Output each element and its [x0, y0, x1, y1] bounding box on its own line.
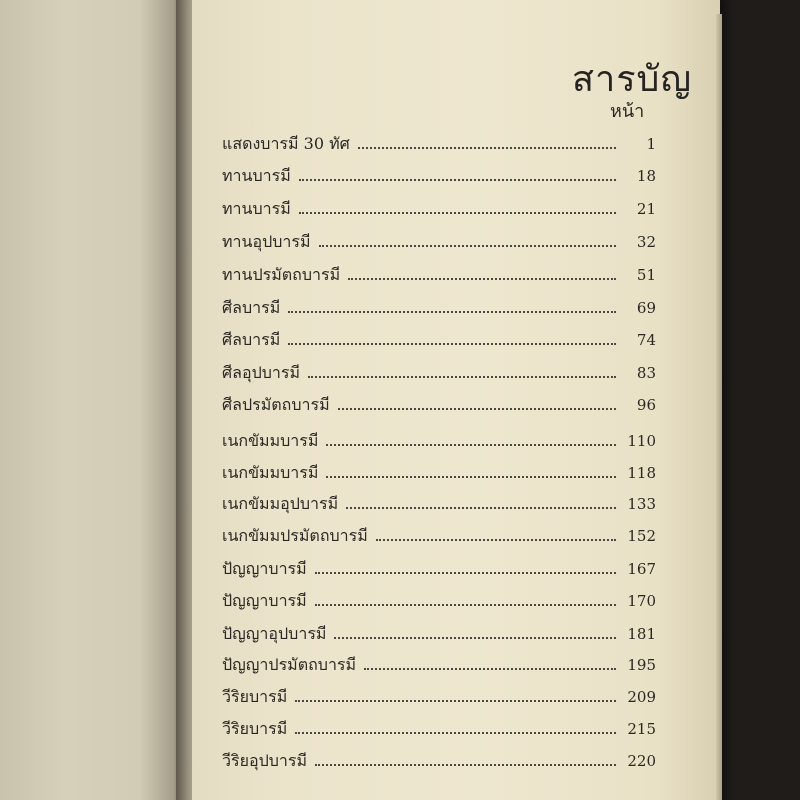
toc-entry-label: เนกขัมมบารมี [222, 431, 319, 450]
toc-entry-page: 209 [627, 688, 656, 706]
toc-row [222, 360, 656, 384]
toc-row [222, 460, 656, 484]
dot-leader [308, 376, 616, 378]
toc-entry-label: วีริยบารมี [222, 687, 288, 706]
dot-leader [288, 311, 616, 313]
toc-entry-label: ทานบารมี [222, 166, 291, 185]
toc-entry-label: เนกขัมมบารมี [222, 463, 319, 482]
toc-entry-page: 118 [627, 464, 656, 482]
toc-entry-page: 32 [636, 233, 656, 251]
toc-row [222, 716, 656, 740]
toc-row [222, 229, 656, 253]
toc-entry-page: 21 [636, 200, 656, 218]
toc-entry-page: 96 [636, 396, 656, 414]
page-column-heading: หน้า [610, 101, 645, 122]
dot-leader [346, 507, 616, 509]
toc-entry-label: แสดงบารมี 30 ทัศ [222, 134, 350, 153]
toc-entry-label: ปัญญาบารมี [222, 559, 307, 578]
toc-entry-label: ศีลบารมี [222, 330, 281, 349]
left-page [0, 0, 186, 800]
toc-entry-label: ทานอุปบารมี [222, 232, 311, 251]
toc-entry-label: ทานปรมัตถบารมี [222, 265, 341, 284]
dot-leader [299, 179, 616, 181]
toc-entry-page: 133 [627, 495, 656, 513]
toc-row [222, 588, 656, 612]
toc-entry-page: 170 [627, 592, 656, 610]
toc-entry-page: 195 [627, 656, 656, 674]
toc-entry-page: 74 [636, 331, 656, 349]
toc-entry-page: 51 [636, 266, 656, 284]
toc-row [222, 131, 656, 155]
toc-entry-page: 167 [627, 560, 656, 578]
toc-entry-label: ศีลอุปบารมี [222, 363, 301, 382]
toc-entry-label: ปัญญาบารมี [222, 591, 307, 610]
dot-leader [358, 147, 616, 149]
toc-entry-label: ทานบารมี [222, 199, 291, 218]
page-edge [716, 14, 722, 800]
toc-row [222, 295, 656, 319]
toc-entry-page: 215 [627, 720, 656, 738]
dot-leader [326, 444, 616, 446]
toc-row [222, 428, 656, 452]
toc-row [222, 262, 656, 286]
dot-leader [364, 668, 616, 670]
toc-entry-page: 69 [636, 299, 656, 317]
toc-row [222, 523, 656, 547]
dot-leader [295, 732, 616, 734]
toc-row [222, 392, 656, 416]
toc-row [222, 652, 656, 676]
toc-entry-label: ปัญญาอุปบารมี [222, 624, 327, 643]
toc-entry-label: ศีลปรมัตถบารมี [222, 395, 330, 414]
toc-row [222, 163, 656, 187]
toc-entry-page: 1 [646, 135, 656, 153]
dot-leader [288, 343, 616, 345]
dot-leader [295, 700, 616, 702]
toc-entry-label: ศีลบารมี [222, 298, 281, 317]
toc-entry-label: เนกขัมมปรมัตถบารมี [222, 526, 368, 545]
toc-entry-label: วีริยบารมี [222, 719, 288, 738]
toc-row [222, 748, 656, 772]
toc-row [222, 196, 656, 220]
toc-entry-page: 152 [627, 527, 656, 545]
toc-entry-page: 181 [627, 625, 656, 643]
toc-row [222, 684, 656, 708]
dot-leader [319, 245, 616, 247]
toc-entry-page: 110 [627, 432, 656, 450]
dot-leader [348, 278, 616, 280]
toc-entry-page: 18 [636, 167, 656, 185]
toc-entry-label: ปัญญาปรมัตถบารมี [222, 655, 357, 674]
toc-entry-label: เนกขัมมอุปบารมี [222, 494, 339, 513]
toc-row [222, 556, 656, 580]
dot-leader [326, 476, 616, 478]
dot-leader [299, 212, 616, 214]
dot-leader [315, 764, 616, 766]
dot-leader [338, 408, 616, 410]
toc-row [222, 327, 656, 351]
toc-row [222, 621, 656, 645]
dot-leader [315, 604, 616, 606]
dot-leader [334, 637, 616, 639]
dot-leader [376, 539, 616, 541]
toc-entry-page: 83 [636, 364, 656, 382]
dot-leader [315, 572, 616, 574]
toc-entry-page: 220 [627, 752, 656, 770]
toc-row [222, 491, 656, 515]
toc-entry-label: วีริยอุปบารมี [222, 751, 307, 770]
toc-title: สารบัญ [572, 59, 693, 100]
